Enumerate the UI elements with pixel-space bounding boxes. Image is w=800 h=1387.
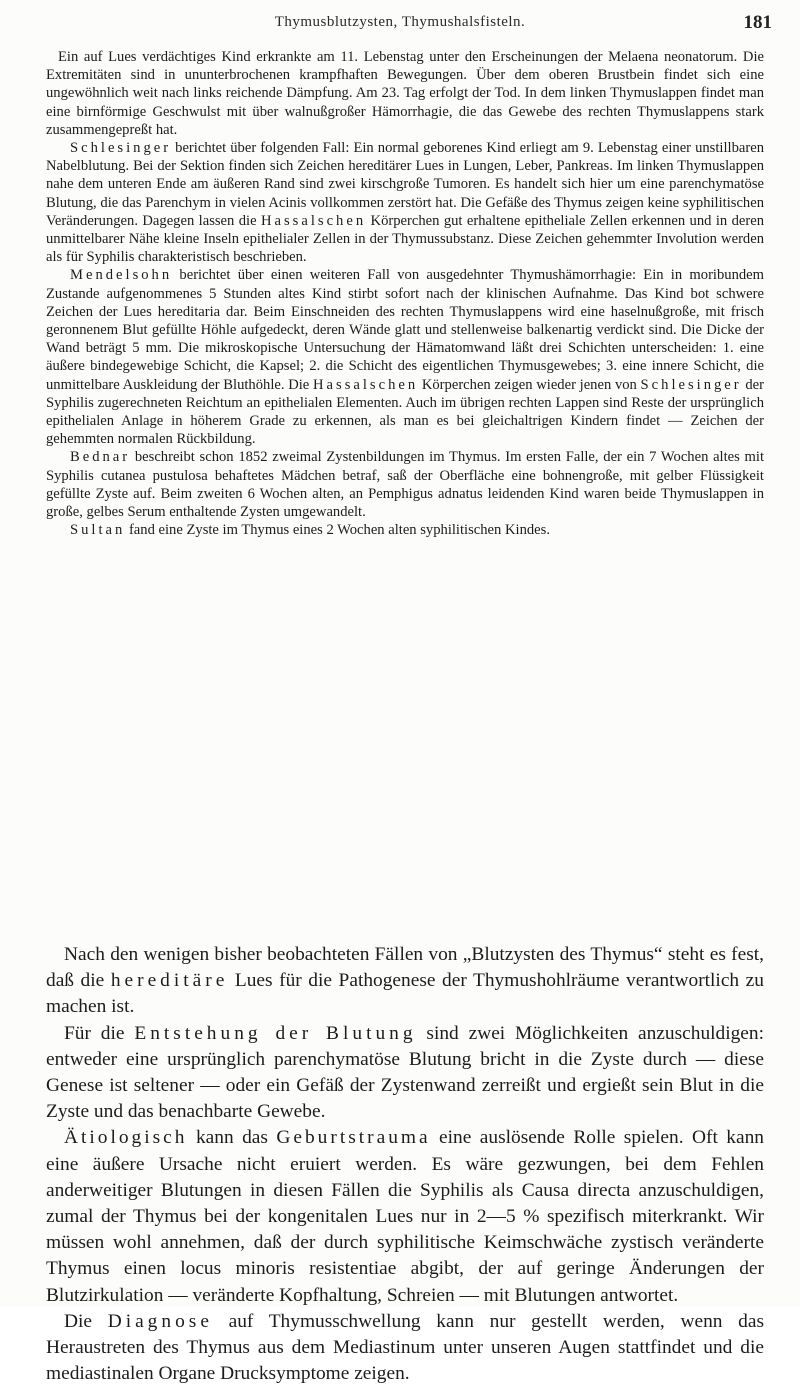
emphasis-hereditaere: hereditäre [110,970,229,992]
paragraph-bednar: Bednar beschreibt schon 1852 zweimal Zystenbildungen im Thymus. Im ersten Falle, der ein 7 Wochen altes mit Syphilis cutanea pustulosa behaftetes Mädchen betraf, saß der Oberfläche eine bohnengroße, mit gelber Flüssigkeit gefüllte Zyste auf. Beim zweiten 6 Wochen alten, an Pemphigus adnatus leidenden Kind waren beide Thymuslappen in große, gelbes Serum enthaltende Zysten umgewandelt. [46,449,764,521]
case-reports-section [46,48,764,539]
running-head [0,14,800,38]
running-title: Thymusblutzysten, Thymushalsfisteln. [274,14,526,30]
paragraph-pathogenesis: Nach den wenigen bisher beobachteten Fällen von „Blutzysten des Thymus“ steht es fest, daß die hereditäre Lues für die Pathogenese der Thymushohlräume verantwortlich zu machen ist. [46,944,764,1018]
paragraph-schlesinger: Schlesinger berichtet über folgenden Fall: Ein normal geborenes Kind erliegt am 9. Lebenstag einer unstillbaren Nabelblutung. Bei der Sektion finden sich Zeichen hereditärer Lues in Lungen, Leber, Pankreas. Im linken Thymuslappen nahe dem unteren Ende am äußeren Rand sind zwei kirschgroße Tumoren. Es handelt sich hier um eine parenchymatöse Blutung, die das Parenchym in vielen Acinis vollkommen zerstört hat. Die Gefäße des Thymus zeigen keine syphilitischen Veränderungen. Dagegen lassen die Hassalschen Körperchen gut erhaltene epitheliale Zellen erkennen und in deren unmittelbarer Nähe kleine Inseln epithelialer Zellen in der Thymussubstanz. Diese Zeichen gehemmter Involution werden als für Syphilis charakteristisch beschrieben. [46,140,764,266]
term-hassal: Hassalschen [313,376,419,393]
term-hassal: Hassalschen [260,212,367,229]
author-schlesinger: Schlesinger [70,140,172,157]
page-number: 181 [743,12,772,33]
emphasis-entstehung: Entstehung der Blutung [134,1022,417,1044]
paragraph-diagnose: Die Diagnose auf Thymusschwellung kann nur gestellt werden, wenn das Heraustreten des Thymus aus dem Mediastinum unter unseren Augen stattfindet und die mediastinalen Organe Drucksymptome zeigen. [46,1310,764,1385]
paragraph-sultan: Sultan fand eine Zyste im Thymus eines 2 Wochen alten syphilitischen Kindes. [70,522,550,539]
author-schlesinger: Schlesinger [640,376,742,393]
discussion-section [46,942,764,1387]
emphasis-geburtstrauma: Geburtstrauma [276,1127,431,1149]
emphasis-diagnose: Diagnose [107,1310,213,1332]
paragraph-aetiologie: Ätiologisch kann das Geburtstrauma eine auslösende Rolle spielen. Oft kann eine äußere Ursache nicht eruiert werden. Es wäre gezwungen, bei dem Fehlen anderweitiger Blutungen in diesen Fällen die Syphilis als Causa directa anzuschuldigen, zumal der Thymus bei der kongenitalen Lues nur in 2—5 % spezifisch miterkrankt. Wir müssen wohl annehmen, daß der durch syphilitische Keimschwäche zystisch veränderte Thymus einen locus minoris resistentiae abgibt, der auf geringe Änderungen der Blutzirkulation — veränderte Kopfhaltung, Schreien — mit Blutungen antwortet. [46,1127,764,1306]
author-mendelsohn: Mendelsohn [70,267,173,284]
emphasis-aetiologisch: Ätiologisch [64,1127,188,1149]
author-bednar: Bednar [70,449,131,466]
author-sultan: Sultan [70,522,126,539]
paragraph-case-1: Ein auf Lues verdächtiges Kind erkrankte am 11. Lebenstag unter den Erscheinungen der Melaena neonatorum. Die Extremitäten sind in ununterbrochenen krampfhaften Bewegungen. Über dem oberen Brustbein findet sich eine ungewöhnlich weit nach links reichende Dämpfung. Am 23. Tag erfolgt der Tod. In dem linken Thymuslappen findet man eine birnförmige Geschwulst mit über walnußgroßer Hämorrhagie, die das Gewebe des rechten Thymuslappens stark zusammengepreßt hat. [46,49,764,138]
paragraph-entstehung: Für die Entstehung der Blutung sind zwei Möglichkeiten anzuschuldigen: entweder eine ursprünglich parenchymatöse Blutung bricht in die Zyste durch — diese Genese ist seltener — oder ein Gefäß der Zystenwand zerreißt und ergießt sein Blut in die Zyste und das benachbarte Gewebe. [46,1022,764,1123]
paragraph-mendelsohn: Mendelsohn berichtet über einen weiteren Fall von ausgedehnter Thymushämorrhagie: Ein in moribundem Zustande aufgenommenes 5 Stunden altes Kind stirbt sofort nach der klinischen Aufnahme. Das Kind bot schwere Zeichen der Lues hereditaria dar. Beim Einschneiden des rechten Thymuslappens wird eine haselnußgroße, mit frisch geronnenem Blut gefüllte Höhle aufgedeckt, deren Wände glatt und stellenweise balkenartig verdickt sind. Die Dicke der Wand beträgt 5 mm. Die mikroskopische Untersuchung der Hämatomwand läßt drei Schichten unterscheiden: 1. eine äußere bindegewebige Schicht, die Kapsel; 2. die Schicht des eigentlichen Thymusgewebes; 3. eine innere Schicht, die unmittelbare Auskleidung der Bluthöhle. Die Hassalschen Körperchen zeigen wieder jenen von Schlesinger der Syphilis zugerechneten Reichtum an epithelialen Elementen. Auch im übrigen rechten Lappen sind Reste der ursprünglich epithelialen Anlage in höherem Grade zu erkennen, als man es bei gleichaltrigen Kindern findet — Zeichen der gehemmten normalen Rückbildung. [46,267,764,448]
